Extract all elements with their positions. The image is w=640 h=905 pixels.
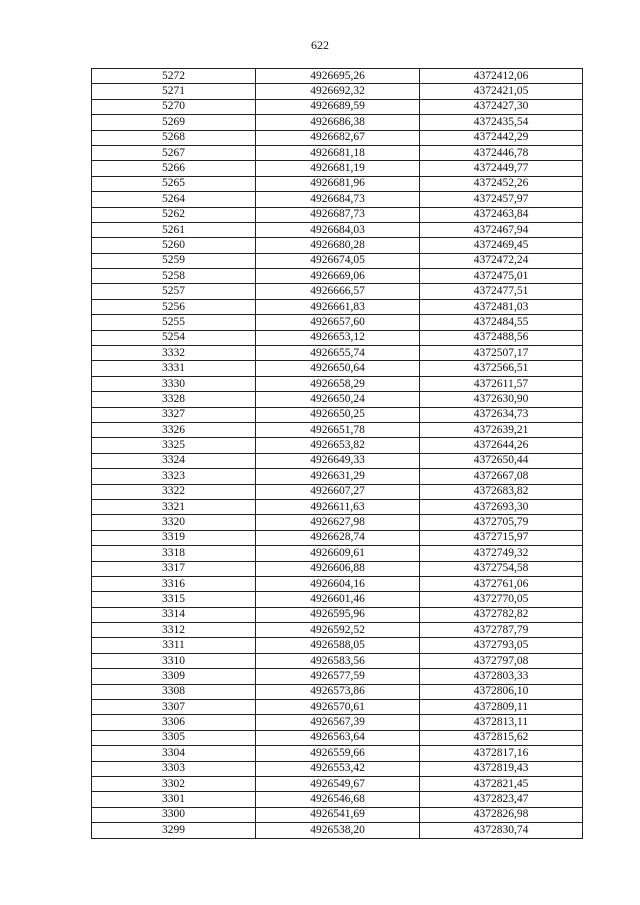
y-coordinate-cell: 4372793,05 — [420, 638, 583, 653]
x-coordinate-cell: 4926546,68 — [256, 792, 420, 807]
point-number-cell: 3305 — [92, 730, 256, 745]
x-coordinate-cell: 4926567,39 — [256, 715, 420, 730]
coordinates-table-body — [92, 69, 583, 839]
y-coordinate-cell: 4372715,97 — [420, 530, 583, 545]
y-coordinate-cell: 4372754,58 — [420, 561, 583, 576]
table-row — [92, 823, 583, 838]
point-number-cell: 3311 — [92, 638, 256, 653]
x-coordinate-cell: 4926695,26 — [256, 69, 420, 84]
x-coordinate-cell: 4926669,06 — [256, 269, 420, 284]
y-coordinate-cell: 4372452,26 — [420, 176, 583, 191]
point-number-cell: 5259 — [92, 253, 256, 268]
point-number-cell: 3314 — [92, 607, 256, 622]
point-number-cell: 5269 — [92, 115, 256, 130]
x-coordinate-cell: 4926601,46 — [256, 592, 420, 607]
point-number-cell: 3324 — [92, 453, 256, 468]
x-coordinate-cell: 4926684,03 — [256, 222, 420, 237]
table-row — [92, 761, 583, 776]
y-coordinate-cell: 4372797,08 — [420, 653, 583, 668]
x-coordinate-cell: 4926651,78 — [256, 422, 420, 437]
y-coordinate-cell: 4372630,90 — [420, 392, 583, 407]
point-number-cell: 3306 — [92, 715, 256, 730]
point-number-cell: 3325 — [92, 438, 256, 453]
y-coordinate-cell: 4372821,45 — [420, 776, 583, 791]
table-row — [92, 315, 583, 330]
y-coordinate-cell: 4372484,55 — [420, 315, 583, 330]
point-number-cell: 3318 — [92, 546, 256, 561]
point-number-cell: 5266 — [92, 161, 256, 176]
x-coordinate-cell: 4926627,98 — [256, 515, 420, 530]
point-number-cell: 5256 — [92, 299, 256, 314]
table-row — [92, 176, 583, 191]
y-coordinate-cell: 4372427,30 — [420, 99, 583, 114]
y-coordinate-cell: 4372761,06 — [420, 576, 583, 591]
point-number-cell: 3316 — [92, 576, 256, 591]
y-coordinate-cell: 4372469,45 — [420, 238, 583, 253]
x-coordinate-cell: 4926666,57 — [256, 284, 420, 299]
x-coordinate-cell: 4926680,28 — [256, 238, 420, 253]
x-coordinate-cell: 4926650,64 — [256, 361, 420, 376]
point-number-cell: 5254 — [92, 330, 256, 345]
point-number-cell: 3319 — [92, 530, 256, 545]
y-coordinate-cell: 4372819,43 — [420, 761, 583, 776]
x-coordinate-cell: 4926559,66 — [256, 746, 420, 761]
coordinates-table — [91, 68, 583, 839]
table-row — [92, 684, 583, 699]
point-number-cell: 3328 — [92, 392, 256, 407]
x-coordinate-cell: 4926607,27 — [256, 484, 420, 499]
y-coordinate-cell: 4372826,98 — [420, 807, 583, 822]
y-coordinate-cell: 4372823,47 — [420, 792, 583, 807]
y-coordinate-cell: 4372650,44 — [420, 453, 583, 468]
page-number: 622 — [311, 38, 329, 52]
table-row — [92, 192, 583, 207]
x-coordinate-cell: 4926657,60 — [256, 315, 420, 330]
table-row — [92, 561, 583, 576]
point-number-cell: 5270 — [92, 99, 256, 114]
x-coordinate-cell: 4926573,86 — [256, 684, 420, 699]
point-number-cell: 3304 — [92, 746, 256, 761]
y-coordinate-cell: 4372639,21 — [420, 422, 583, 437]
x-coordinate-cell: 4926687,73 — [256, 207, 420, 222]
x-coordinate-cell: 4926631,29 — [256, 469, 420, 484]
table-row — [92, 438, 583, 453]
table-row — [92, 422, 583, 437]
y-coordinate-cell: 4372507,17 — [420, 346, 583, 361]
x-coordinate-cell: 4926682,67 — [256, 130, 420, 145]
point-number-cell: 5268 — [92, 130, 256, 145]
x-coordinate-cell: 4926538,20 — [256, 823, 420, 838]
point-number-cell: 3322 — [92, 484, 256, 499]
point-number-cell: 3312 — [92, 623, 256, 638]
x-coordinate-cell: 4926588,05 — [256, 638, 420, 653]
point-number-cell: 3326 — [92, 422, 256, 437]
y-coordinate-cell: 4372693,30 — [420, 499, 583, 514]
point-number-cell: 3307 — [92, 700, 256, 715]
y-coordinate-cell: 4372611,57 — [420, 376, 583, 391]
y-coordinate-cell: 4372488,56 — [420, 330, 583, 345]
table-row — [92, 792, 583, 807]
table-row — [92, 484, 583, 499]
y-coordinate-cell: 4372770,05 — [420, 592, 583, 607]
table-row — [92, 99, 583, 114]
point-number-cell: 5262 — [92, 207, 256, 222]
x-coordinate-cell: 4926606,88 — [256, 561, 420, 576]
point-number-cell: 5271 — [92, 84, 256, 99]
table-row — [92, 392, 583, 407]
point-number-cell: 3300 — [92, 807, 256, 822]
point-number-cell: 3301 — [92, 792, 256, 807]
table-row — [92, 807, 583, 822]
point-number-cell: 3332 — [92, 346, 256, 361]
x-coordinate-cell: 4926595,96 — [256, 607, 420, 622]
point-number-cell: 5258 — [92, 269, 256, 284]
table-row — [92, 207, 583, 222]
table-row — [92, 776, 583, 791]
x-coordinate-cell: 4926684,73 — [256, 192, 420, 207]
table-row — [92, 115, 583, 130]
table-row — [92, 576, 583, 591]
x-coordinate-cell: 4926553,42 — [256, 761, 420, 776]
x-coordinate-cell: 4926689,59 — [256, 99, 420, 114]
point-number-cell: 3323 — [92, 469, 256, 484]
x-coordinate-cell: 4926650,24 — [256, 392, 420, 407]
x-coordinate-cell: 4926681,96 — [256, 176, 420, 191]
x-coordinate-cell: 4926681,18 — [256, 145, 420, 160]
y-coordinate-cell: 4372467,94 — [420, 222, 583, 237]
table-row — [92, 469, 583, 484]
y-coordinate-cell: 4372749,32 — [420, 546, 583, 561]
table-row — [92, 346, 583, 361]
table-row — [92, 623, 583, 638]
x-coordinate-cell: 4926650,25 — [256, 407, 420, 422]
x-coordinate-cell: 4926577,59 — [256, 669, 420, 684]
x-coordinate-cell: 4926604,16 — [256, 576, 420, 591]
table-row — [92, 161, 583, 176]
y-coordinate-cell: 4372457,97 — [420, 192, 583, 207]
y-coordinate-cell: 4372477,51 — [420, 284, 583, 299]
point-number-cell: 3320 — [92, 515, 256, 530]
x-coordinate-cell: 4926681,19 — [256, 161, 420, 176]
y-coordinate-cell: 4372472,24 — [420, 253, 583, 268]
y-coordinate-cell: 4372803,33 — [420, 669, 583, 684]
point-number-cell: 5272 — [92, 69, 256, 84]
table-row — [92, 546, 583, 561]
point-number-cell: 3331 — [92, 361, 256, 376]
table-row — [92, 746, 583, 761]
y-coordinate-cell: 4372481,03 — [420, 299, 583, 314]
point-number-cell: 3303 — [92, 761, 256, 776]
table-row — [92, 530, 583, 545]
y-coordinate-cell: 4372442,29 — [420, 130, 583, 145]
table-row — [92, 69, 583, 84]
table-row — [92, 269, 583, 284]
point-number-cell: 5257 — [92, 284, 256, 299]
table-row — [92, 130, 583, 145]
x-coordinate-cell: 4926592,52 — [256, 623, 420, 638]
x-coordinate-cell: 4926611,63 — [256, 499, 420, 514]
table-row — [92, 222, 583, 237]
x-coordinate-cell: 4926541,69 — [256, 807, 420, 822]
point-number-cell: 3321 — [92, 499, 256, 514]
table-row — [92, 330, 583, 345]
table-row — [92, 669, 583, 684]
y-coordinate-cell: 4372667,08 — [420, 469, 583, 484]
y-coordinate-cell: 4372475,01 — [420, 269, 583, 284]
point-number-cell: 3330 — [92, 376, 256, 391]
x-coordinate-cell: 4926692,32 — [256, 84, 420, 99]
table-row — [92, 499, 583, 514]
table-row — [92, 84, 583, 99]
point-number-cell: 5260 — [92, 238, 256, 253]
y-coordinate-cell: 4372782,82 — [420, 607, 583, 622]
x-coordinate-cell: 4926583,56 — [256, 653, 420, 668]
x-coordinate-cell: 4926658,29 — [256, 376, 420, 391]
x-coordinate-cell: 4926628,74 — [256, 530, 420, 545]
point-number-cell: 3299 — [92, 823, 256, 838]
point-number-cell: 3308 — [92, 684, 256, 699]
y-coordinate-cell: 4372449,77 — [420, 161, 583, 176]
x-coordinate-cell: 4926653,12 — [256, 330, 420, 345]
table-row — [92, 638, 583, 653]
y-coordinate-cell: 4372634,73 — [420, 407, 583, 422]
table-row — [92, 515, 583, 530]
x-coordinate-cell: 4926653,82 — [256, 438, 420, 453]
table-row — [92, 361, 583, 376]
point-number-cell: 5261 — [92, 222, 256, 237]
table-row — [92, 730, 583, 745]
table-row — [92, 238, 583, 253]
y-coordinate-cell: 4372705,79 — [420, 515, 583, 530]
point-number-cell: 3317 — [92, 561, 256, 576]
y-coordinate-cell: 4372815,62 — [420, 730, 583, 745]
point-number-cell: 5255 — [92, 315, 256, 330]
x-coordinate-cell: 4926674,05 — [256, 253, 420, 268]
x-coordinate-cell: 4926563,64 — [256, 730, 420, 745]
table-row — [92, 299, 583, 314]
y-coordinate-cell: 4372813,11 — [420, 715, 583, 730]
point-number-cell: 3310 — [92, 653, 256, 668]
point-number-cell: 5267 — [92, 145, 256, 160]
x-coordinate-cell: 4926661,83 — [256, 299, 420, 314]
x-coordinate-cell: 4926549,67 — [256, 776, 420, 791]
point-number-cell: 3302 — [92, 776, 256, 791]
x-coordinate-cell: 4926649,33 — [256, 453, 420, 468]
y-coordinate-cell: 4372644,26 — [420, 438, 583, 453]
point-number-cell: 5265 — [92, 176, 256, 191]
point-number-cell: 3327 — [92, 407, 256, 422]
y-coordinate-cell: 4372683,82 — [420, 484, 583, 499]
y-coordinate-cell: 4372809,11 — [420, 700, 583, 715]
table-row — [92, 607, 583, 622]
y-coordinate-cell: 4372446,78 — [420, 145, 583, 160]
table-row — [92, 284, 583, 299]
table-row — [92, 376, 583, 391]
x-coordinate-cell: 4926655,74 — [256, 346, 420, 361]
x-coordinate-cell: 4926609,61 — [256, 546, 420, 561]
y-coordinate-cell: 4372787,79 — [420, 623, 583, 638]
point-number-cell: 5264 — [92, 192, 256, 207]
table-row — [92, 407, 583, 422]
x-coordinate-cell: 4926686,38 — [256, 115, 420, 130]
y-coordinate-cell: 4372830,74 — [420, 823, 583, 838]
table-row — [92, 653, 583, 668]
x-coordinate-cell: 4926570,61 — [256, 700, 420, 715]
table-row — [92, 715, 583, 730]
table-row — [92, 253, 583, 268]
table-row — [92, 453, 583, 468]
table-row — [92, 700, 583, 715]
y-coordinate-cell: 4372566,51 — [420, 361, 583, 376]
y-coordinate-cell: 4372817,16 — [420, 746, 583, 761]
y-coordinate-cell: 4372463,84 — [420, 207, 583, 222]
y-coordinate-cell: 4372412,06 — [420, 69, 583, 84]
point-number-cell: 3309 — [92, 669, 256, 684]
table-row — [92, 592, 583, 607]
y-coordinate-cell: 4372806,10 — [420, 684, 583, 699]
y-coordinate-cell: 4372435,54 — [420, 115, 583, 130]
y-coordinate-cell: 4372421,05 — [420, 84, 583, 99]
table-row — [92, 145, 583, 160]
point-number-cell: 3315 — [92, 592, 256, 607]
